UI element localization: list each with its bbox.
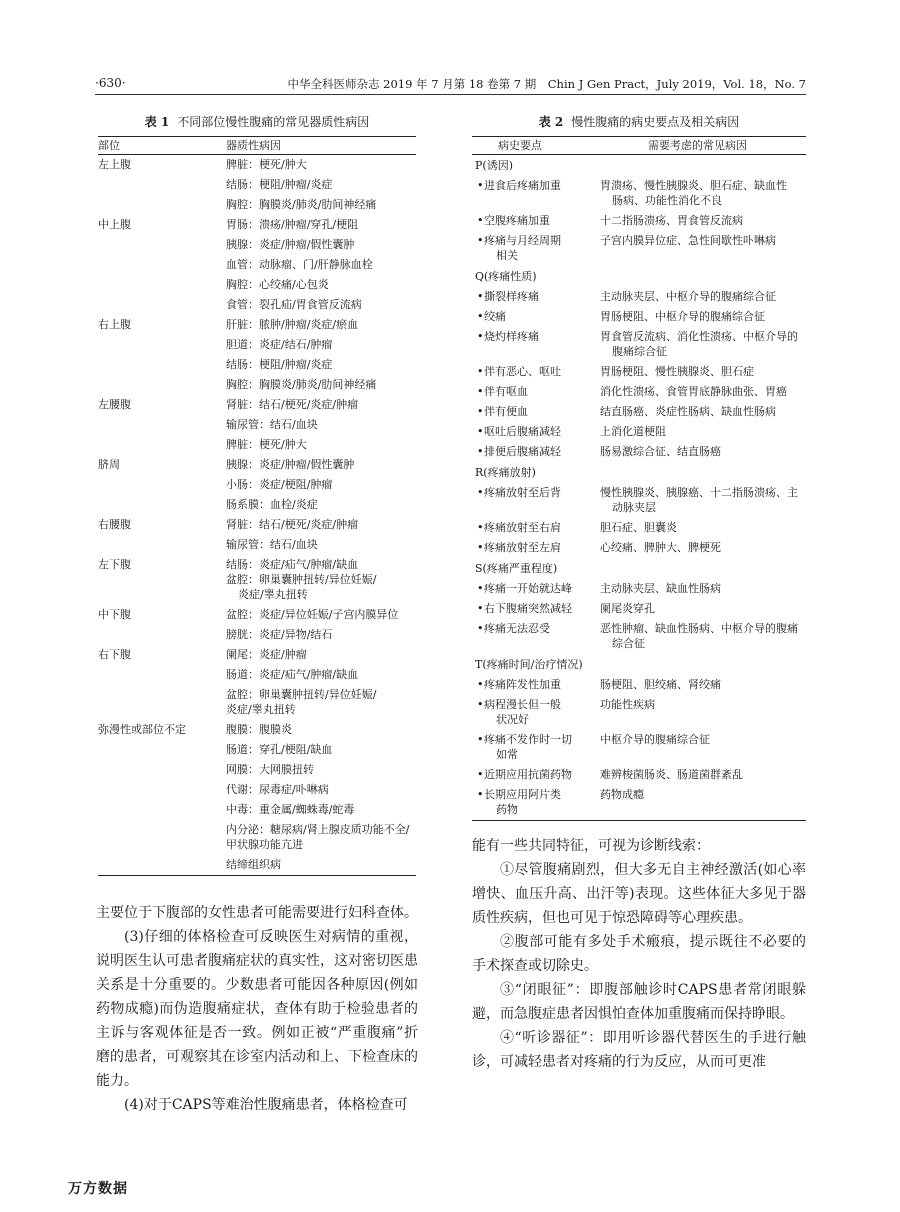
paragraph: (3)仔细的体格检查可反映医生对病情的重视，说明医生认可患者腹痛症状的真实性，这对密切医患关系是十分重要的。少数患者可能因各种原因(例如药物成瘾)而伪造腹痛症状，查体有助于检验患者的主诉与客观体征是否一致。例如正被“严重腹痛”折磨的患者，可观察其在诊室内活动和上、下检查床的能力。 — [96, 929, 418, 1089]
table-1-header-cause: 器质性病因 — [226, 139, 281, 152]
table-cell-line: 炎症/睾丸扭转 — [238, 588, 308, 601]
table-cell-point — [484, 364, 600, 379]
table-cell-cause — [600, 621, 806, 651]
table-row — [98, 315, 416, 335]
table-cell-location — [98, 802, 226, 817]
table-cell-cause — [600, 677, 806, 692]
table-cell-line: 难辨梭菌肠炎、肠道菌群紊乱 — [600, 768, 743, 781]
table-group-title: S(疼痛严重程度) — [475, 562, 558, 575]
table-row — [472, 211, 806, 231]
table-cell-line: 十二指肠溃疡、胃食管反流病 — [600, 214, 743, 227]
table-cell-location — [98, 477, 226, 492]
table-cell-line: • 疼痛阵发性加重 — [484, 678, 561, 691]
table-cell-line: 肠道：炎症/疝气/肿瘤/缺血 — [226, 668, 359, 681]
table-1-label: 表 1 — [144, 115, 170, 129]
table-cell-location — [98, 857, 226, 872]
table-cell-location — [98, 357, 226, 372]
table-cell-cause — [600, 520, 806, 535]
table-cell-cause — [226, 477, 416, 492]
table-cell-line: 结肠：梗阻/肿瘤/炎症 — [226, 178, 333, 191]
table-2-body — [472, 155, 806, 820]
table-2-title: 慢性腹痛的病史要点及相关病因 — [571, 115, 740, 129]
table-row — [98, 375, 416, 395]
table-2-bottom-rule — [472, 820, 806, 821]
table-cell-location — [98, 782, 226, 797]
table-row — [472, 695, 806, 730]
table-cell-line: 心绞痛、脾肿大、脾梗死 — [600, 541, 721, 554]
table-row — [98, 685, 416, 720]
header-rule — [95, 94, 806, 95]
paragraph: 能有一些共同特征，可视为诊断线索： — [472, 838, 710, 854]
table-cell-line: 胰腺：炎症/肿瘤/假性囊肿 — [226, 238, 355, 251]
table-cell-location — [98, 377, 226, 392]
table-row — [472, 382, 806, 402]
table-cell-cause — [600, 540, 806, 555]
table-cell-line: • 空腹疼痛加重 — [484, 214, 550, 227]
table-cell-line: 脾脏：梗死/肿大 — [226, 158, 307, 171]
table-group-title: T(疼痛时间/治疗情况) — [475, 658, 583, 671]
table-cell-line: • 疼痛放射至右肩 — [484, 521, 561, 534]
table-1-title: 不同部位慢性腹痛的常见器质性病因 — [177, 115, 370, 129]
table-cell-line: • 近期应用抗菌药物 — [484, 768, 572, 781]
table-cell-point — [484, 697, 600, 727]
paragraph: ③“闭眼征”：即腹部触诊时CAPS患者常闭眼躲避，而急腹症患者因惧怕查体加重腹痛而保持睁眼。 — [472, 982, 806, 1022]
table-row — [98, 215, 416, 235]
table-2-label: 表 2 — [538, 115, 564, 129]
table-cell-location: 右下腹 — [98, 648, 131, 661]
table-row — [98, 515, 416, 535]
table-cell-line: 药物 — [496, 803, 518, 816]
table-cell-cause — [600, 289, 806, 304]
table-cell-location — [98, 822, 226, 852]
table-cell-line: 炎症/睾丸扭转 — [226, 703, 296, 716]
table-cell-line: 上消化道梗阻 — [600, 425, 666, 438]
table-cell-line: • 进食后疼痛加重 — [484, 179, 561, 192]
table-cell-line: 胃肠梗阻、中枢介导的腹痛综合征 — [600, 310, 765, 323]
table-cell-cause — [226, 337, 416, 352]
table-cell-line: • 长期应用阿片类 — [484, 788, 561, 801]
table-cell-line: 慢性胰腺炎、胰腺癌、十二指肠溃疡、主 — [600, 486, 798, 499]
table-cell-line: 胃食管反流病、消化性溃疡、中枢介导的 — [600, 330, 798, 343]
table-cell-location: 右上腹 — [98, 318, 131, 331]
table-row — [98, 720, 416, 740]
table-cell-cause — [226, 822, 416, 852]
table-cell-line: 胃肠梗阻、慢性胰腺炎、胆石症 — [600, 365, 754, 378]
table-cell-line: 药物成瘾 — [600, 788, 644, 801]
table-cell-point — [484, 540, 600, 555]
table-1-caption — [98, 113, 416, 130]
table-cell-cause — [226, 687, 416, 717]
table-row — [98, 855, 416, 875]
table-cell-line: 小肠：炎症/梗阻/肿瘤 — [226, 478, 333, 491]
table-row — [472, 402, 806, 422]
table-cell-line: 子宫内膜异位症、急性间歇性卟啉病 — [600, 234, 776, 247]
paragraph: ④“听诊器征”：即用听诊器代替医生的手进行触诊，可减轻患者对疼痛的行为反应，从而可更准 — [472, 1030, 806, 1070]
table-cell-line: 如常 — [496, 748, 518, 761]
table-cell-location: 左下腹 — [98, 558, 131, 571]
table-cell-location: 左腰腹 — [98, 398, 131, 411]
table-cell-cause — [226, 857, 416, 872]
paragraph: ①尽管腹痛剧烈，但大多无自主神经激活(如心率增快、血压升高、出汗等)表现。这些体征大多见于器质性疾病，但也可见于惊恐障碍等心理疾患。 — [472, 862, 806, 926]
table-cell-line: 中枢介导的腹痛综合征 — [600, 733, 710, 746]
table-1-header-row — [98, 137, 416, 154]
table-cell-point — [484, 384, 600, 399]
table-row — [98, 235, 416, 255]
table-cell-line: 功能性疾病 — [600, 698, 655, 711]
table-cell-point — [484, 677, 600, 692]
table-cell-point — [484, 444, 600, 459]
table-cell-point — [484, 289, 600, 304]
table-cell-line: 肾脏：结石/梗死/炎症/肿瘤 — [226, 518, 359, 531]
table-cell-line: 肠系膜：血栓/炎症 — [226, 498, 318, 511]
table-1-bottom-rule — [98, 875, 416, 876]
table-cell-cause — [600, 213, 806, 228]
table-cell-line: 输尿管：结石/血块 — [226, 538, 318, 551]
table-row — [98, 645, 416, 665]
table-row — [98, 820, 416, 855]
journal-header: 中华全科医师杂志 2019 年 7 月第 18 卷第 7 期 Chin J Gen Pract，July 2019，Vol. 18，No. 7 — [287, 77, 806, 91]
table-row — [98, 665, 416, 685]
table-1-body — [98, 155, 416, 875]
table-row — [98, 255, 416, 275]
table-cell-line: 内分泌：糖尿病/肾上腺皮质功能不全/ — [226, 823, 410, 836]
table-row — [98, 475, 416, 495]
table-cell-location — [98, 537, 226, 552]
table-row — [472, 579, 806, 599]
table-row — [472, 619, 806, 654]
table-cell-line: 肝脏：脓肿/肿瘤/炎症/瘀血 — [226, 318, 359, 331]
table-row — [472, 785, 806, 820]
table-cell-line: • 绞痛 — [484, 310, 506, 323]
table-row — [98, 740, 416, 760]
table-cell-line: 甲状腺功能亢进 — [226, 838, 303, 851]
table-cell-line: 肠病、功能性消化不良 — [612, 194, 722, 207]
right-body-text — [472, 834, 806, 1074]
table-cell-line: • 伴有便血 — [484, 405, 528, 418]
table-cell-cause — [600, 329, 806, 359]
table-cell-point — [484, 732, 600, 762]
table-row — [98, 800, 416, 820]
table-cell-line: 胃肠：溃疡/肿瘤/穿孔/梗阻 — [226, 218, 359, 231]
table-cell-location — [98, 257, 226, 272]
table-cell-cause — [226, 607, 416, 622]
table-cell-line: 肾脏：结石/梗死/炎症/肿瘤 — [226, 398, 359, 411]
table-row — [472, 483, 806, 518]
page-number: ·630· — [95, 76, 126, 90]
table-cell-line: 结直肠癌、炎症性肠病、缺血性肠病 — [600, 405, 776, 418]
table-cell-location — [98, 627, 226, 642]
left-body-text — [96, 901, 418, 1117]
table-cell-line: 盆腔：卵巢囊肿扭转/异位妊娠/ — [226, 573, 377, 586]
table-cell-cause — [226, 357, 416, 372]
table-cell-line: 胆石症、胆囊炎 — [600, 521, 677, 534]
table-row — [472, 518, 806, 538]
paragraph: 主要位于下腹部的女性患者可能需要进行妇科查体。 — [96, 905, 418, 921]
table-row — [98, 555, 416, 605]
table-row — [98, 195, 416, 215]
table-row — [472, 730, 806, 765]
table-cell-cause — [600, 767, 806, 782]
table-cell-point — [484, 787, 600, 817]
table-row — [472, 287, 806, 307]
table-cell-cause — [226, 647, 416, 662]
paragraph: ②腹部可能有多处手术瘢痕，提示既往不必要的手术探查或切除史。 — [472, 934, 806, 974]
table-cell-cause — [226, 157, 416, 172]
table-cell-location — [98, 337, 226, 352]
table-row — [98, 605, 416, 625]
table-row — [98, 495, 416, 515]
table-row — [98, 780, 416, 800]
table-cell-point — [484, 581, 600, 596]
table-cell-cause — [600, 787, 806, 817]
table-cell-cause — [226, 297, 416, 312]
table-cell-line: • 呕吐后腹痛减轻 — [484, 425, 561, 438]
table-cell-line: 输尿管：结石/血块 — [226, 418, 318, 431]
table-cell-cause — [226, 377, 416, 392]
table-cell-cause — [226, 762, 416, 777]
paragraph: (4)对于CAPS等难治性腹痛患者，体格检查可 — [124, 1097, 408, 1113]
table-cell-point — [484, 329, 600, 359]
table-cell-line: • 疼痛放射至左肩 — [484, 541, 561, 554]
table-2-header-cause: 需要考虑的常见病因 — [648, 139, 747, 152]
table-cell-cause — [600, 309, 806, 324]
table-cell-cause — [226, 437, 416, 452]
table-cell-line: • 伴有恶心、呕吐 — [484, 365, 561, 378]
table-cell-cause — [226, 742, 416, 757]
table-cell-line: 代谢：尿毒症/卟啉病 — [226, 783, 329, 796]
table-cell-line: 主动脉夹层、中枢介导的腹痛综合征 — [600, 290, 776, 303]
table-cell-line: 肠易激综合征、结直肠癌 — [600, 445, 721, 458]
table-cell-point — [484, 178, 600, 208]
table-cell-line: • 病程漫长但一般 — [484, 698, 561, 711]
wanfang-logo: 万方数据 — [68, 1181, 128, 1197]
table-cell-line: 胰腺：炎症/肿瘤/假性囊肿 — [226, 458, 355, 471]
table-row — [98, 335, 416, 355]
table-cell-line: 阑尾：炎症/肿瘤 — [226, 648, 307, 661]
table-cell-line: 腹痛综合征 — [612, 345, 667, 358]
table-cell-location: 中下腹 — [98, 608, 131, 621]
table-cell-line: 主动脉夹层、缺血性肠病 — [600, 582, 721, 595]
table-row — [98, 295, 416, 315]
table-2-header-point: 病史要点 — [498, 139, 542, 152]
table-cell-location — [98, 297, 226, 312]
table-row — [472, 327, 806, 362]
table-cell-line: 结缔组织病 — [226, 858, 281, 871]
table-cell-cause — [226, 802, 416, 817]
table-cell-cause — [600, 404, 806, 419]
table-cell-cause — [226, 217, 416, 232]
table-cell-cause — [226, 197, 416, 212]
table-cell-line: 结肠：炎症/疝气/肿瘤/缺血 — [226, 558, 359, 571]
table-row — [98, 625, 416, 645]
table-cell-line: 盆腔：炎症/异位妊娠/子宫内膜异位 — [226, 608, 399, 621]
table-cell-cause — [226, 457, 416, 472]
table-cell-cause — [226, 277, 416, 292]
table-cell-line: • 疼痛与月经周期 — [484, 234, 561, 247]
table-cell-point — [484, 233, 600, 263]
table-cell-location — [98, 762, 226, 777]
table-cell-location: 左上腹 — [98, 158, 131, 171]
table-cell-location — [98, 667, 226, 682]
table-cell-line: 肠道：穿孔/梗阻/缺血 — [226, 743, 333, 756]
table-cell-cause — [226, 517, 416, 532]
table-2-caption — [472, 113, 806, 130]
table-cell-cause — [226, 722, 416, 737]
table-cell-line: 综合征 — [612, 637, 645, 650]
table-cell-line: 网膜：大网膜扭转 — [226, 763, 314, 776]
table-cell-line: 消化性溃疡、食管胃底静脉曲张、胃癌 — [600, 385, 787, 398]
table-cell-line: • 伴有呕血 — [484, 385, 528, 398]
table-cell-line: 动脉夹层 — [612, 501, 656, 514]
table-cell-location — [98, 177, 226, 192]
table-cell-line: 胃溃疡、慢性胰腺炎、胆石症、缺血性 — [600, 179, 787, 192]
table-cell-line: 状况好 — [496, 713, 529, 726]
table-row — [472, 538, 806, 558]
table-group-title: P(诱因) — [475, 159, 513, 172]
table-cell-cause — [226, 627, 416, 642]
table-cell-line: 中毒：重金属/蜘蛛毒/蛇毒 — [226, 803, 355, 816]
table-cell-point — [484, 485, 600, 515]
table-row — [472, 176, 806, 211]
table-cell-point — [484, 767, 600, 782]
table-cell-point — [484, 520, 600, 535]
table-cell-cause — [226, 537, 416, 552]
table-cell-line: • 排便后腹痛减轻 — [484, 445, 561, 458]
table-cell-line: 胸腔：心绞痛/心包炎 — [226, 278, 329, 291]
table-cell-line: 恶性肿瘤、缺血性肠病、中枢介导的腹痛 — [600, 622, 798, 635]
table-cell-line: • 疼痛一开始就达峰 — [484, 582, 572, 595]
table-cell-line: 盆腔：卵巢囊肿扭转/异位妊娠/ — [226, 688, 377, 701]
table-cell-cause — [226, 557, 416, 602]
table-cell-cause — [600, 697, 806, 727]
table-cell-line: 血管：动脉瘤、门/肝静脉血栓 — [226, 258, 373, 271]
table-cell-location — [98, 687, 226, 717]
table-cell-point — [484, 213, 600, 228]
table-cell-line: • 右下腹痛突然减轻 — [484, 602, 572, 615]
table-cell-location: 脐周 — [98, 458, 120, 471]
table-row — [472, 599, 806, 619]
table-cell-cause — [226, 667, 416, 682]
table-cell-point — [484, 424, 600, 439]
table-cell-location — [98, 497, 226, 512]
table-cell-line: • 烧灼样疼痛 — [484, 330, 539, 343]
table-cell-cause — [226, 257, 416, 272]
table-cell-line: 胸腔：胸膜炎/肺炎/肋间神经痛 — [226, 378, 377, 391]
table-cell-cause — [226, 397, 416, 412]
table-cell-line: 食管：裂孔疝/胃食管反流病 — [226, 298, 362, 311]
table-cell-line: 脾脏：梗死/肿大 — [226, 438, 307, 451]
table-row — [472, 362, 806, 382]
table-cell-line: 相关 — [496, 249, 518, 262]
table-cell-line: 肠梗阻、胆绞痛、肾绞痛 — [600, 678, 721, 691]
table-cell-location — [98, 197, 226, 212]
table-cell-location: 中上腹 — [98, 218, 131, 231]
table-row — [98, 275, 416, 295]
table-row — [98, 355, 416, 375]
table-cell-point — [484, 621, 600, 651]
table-row — [472, 442, 806, 462]
table-cell-cause — [226, 177, 416, 192]
table-row — [472, 675, 806, 695]
table-cell-line: • 疼痛放射至后背 — [484, 486, 561, 499]
table-cell-location: 右腰腹 — [98, 518, 131, 531]
table-cell-cause — [600, 581, 806, 596]
table-cell-cause — [600, 384, 806, 399]
table-cell-line: 阑尾炎穿孔 — [600, 602, 655, 615]
table-row — [98, 415, 416, 435]
table-cell-cause — [600, 364, 806, 379]
table-cell-line: 胆道：炎症/结石/肿瘤 — [226, 338, 333, 351]
table-cell-location — [98, 277, 226, 292]
table-group-title: R(疼痛放射) — [475, 466, 536, 479]
table-cell-cause — [600, 233, 806, 263]
table-cell-cause — [226, 417, 416, 432]
table-cell-cause — [600, 444, 806, 459]
table-group-title: Q(疼痛性质) — [475, 270, 537, 283]
table-cell-cause — [226, 497, 416, 512]
table-row — [98, 175, 416, 195]
table-cell-line: 胸腔：胸膜炎/肺炎/肋间神经痛 — [226, 198, 377, 211]
table-cell-cause — [600, 601, 806, 616]
table-cell-cause — [226, 237, 416, 252]
table-row — [472, 765, 806, 785]
table-row — [98, 155, 416, 175]
table-cell-location: 弥漫性或部位不定 — [98, 723, 186, 736]
table-cell-cause — [600, 424, 806, 439]
table-cell-line: 腹膜：腹膜炎 — [226, 723, 292, 736]
table-cell-location — [98, 417, 226, 432]
table-cell-point — [484, 404, 600, 419]
table-row — [98, 435, 416, 455]
table-2-header-row — [472, 137, 806, 154]
table-cell-line: 结肠：梗阻/肿瘤/炎症 — [226, 358, 333, 371]
table-cell-location — [98, 437, 226, 452]
table-row — [98, 395, 416, 415]
table-2 — [472, 113, 806, 821]
table-row — [472, 307, 806, 327]
table-cell-cause — [226, 317, 416, 332]
table-cell-cause — [600, 732, 806, 762]
table-cell-line: • 疼痛不发作时一切 — [484, 733, 572, 746]
table-cell-cause — [226, 782, 416, 797]
table-1-header-location: 部位 — [98, 139, 120, 152]
table-cell-location — [98, 742, 226, 757]
table-cell-line: • 疼痛无法忍受 — [484, 622, 550, 635]
table-cell-cause — [600, 178, 806, 208]
table-1 — [98, 113, 416, 876]
table-cell-line: • 撕裂样疼痛 — [484, 290, 539, 303]
table-row — [98, 535, 416, 555]
table-row — [472, 231, 806, 266]
table-cell-location — [98, 237, 226, 252]
table-row — [472, 422, 806, 442]
table-cell-line: 膀胱：炎症/异物/结石 — [226, 628, 333, 641]
table-cell-point — [484, 601, 600, 616]
table-cell-point — [484, 309, 600, 324]
table-row — [98, 455, 416, 475]
table-row — [98, 760, 416, 780]
table-cell-cause — [600, 485, 806, 515]
